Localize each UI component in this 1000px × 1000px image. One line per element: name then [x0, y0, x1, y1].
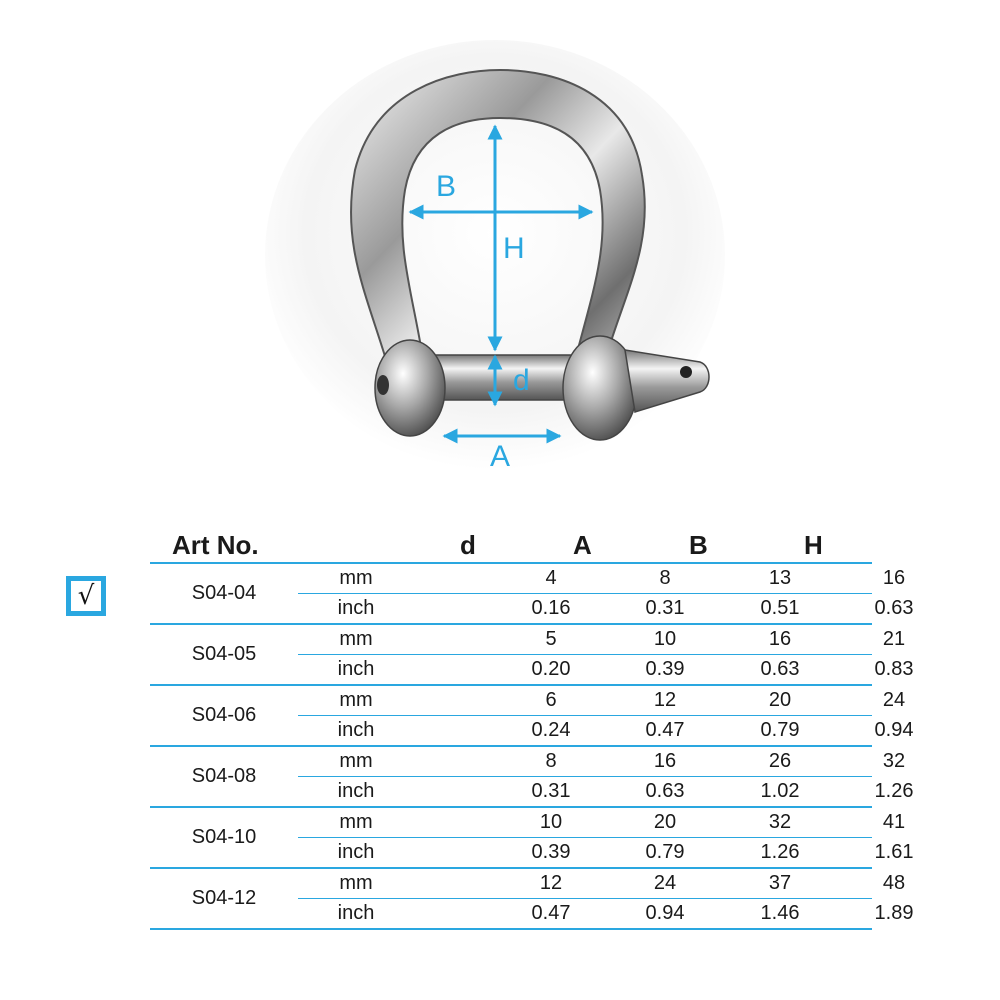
- value-d: 0.39: [531, 841, 571, 863]
- value-h: 1.89: [874, 902, 914, 924]
- dimension-b-label: B: [436, 170, 457, 203]
- value-a: 0.39: [645, 658, 685, 680]
- dimension-a-label: A: [490, 440, 511, 473]
- value-d: 0.31: [531, 780, 571, 802]
- dimension-h-label: H: [503, 232, 525, 265]
- value-h: 16: [882, 567, 906, 589]
- table-body: [150, 564, 914, 930]
- value-b: 1.02: [760, 780, 800, 802]
- unit-label: mm: [339, 689, 373, 711]
- value-a: 0.79: [645, 841, 685, 863]
- header-d: d: [460, 530, 476, 560]
- value-h: 0.83: [874, 658, 914, 680]
- header-h: H: [804, 530, 823, 560]
- unit-label: mm: [339, 567, 373, 589]
- value-b: 16: [768, 628, 792, 650]
- value-a: 0.31: [645, 597, 685, 619]
- table-row-group: [150, 869, 914, 930]
- value-a: 16: [653, 750, 677, 772]
- unit-label: mm: [339, 811, 373, 833]
- value-d: 0.47: [531, 902, 571, 924]
- value-a: 24: [653, 872, 677, 894]
- value-h: 32: [882, 750, 906, 772]
- value-h: 21: [882, 628, 906, 650]
- value-a: 20: [653, 811, 677, 833]
- table-row-mm: [298, 625, 906, 655]
- value-d: 0.20: [531, 658, 571, 680]
- art-number: S04-08: [191, 765, 257, 787]
- value-d: 12: [539, 872, 563, 894]
- table-row-mm: [298, 686, 906, 716]
- table-row-inch: [298, 594, 914, 623]
- value-b: 20: [768, 689, 792, 711]
- header-art-no: Art No.: [172, 530, 259, 560]
- table-row-group: [150, 625, 914, 686]
- art-number: S04-05: [191, 643, 257, 665]
- table-row-mm: [298, 808, 906, 838]
- value-b: 1.46: [760, 902, 800, 924]
- table-row-inch: [298, 716, 914, 745]
- value-d: 4: [545, 567, 557, 589]
- unit-label: inch: [337, 719, 375, 741]
- value-d: 0.16: [531, 597, 571, 619]
- table-row-mm: [298, 869, 906, 899]
- unit-label: inch: [337, 658, 375, 680]
- art-number: S04-10: [191, 826, 257, 848]
- value-d: 6: [545, 689, 557, 711]
- value-b: 0.79: [760, 719, 800, 741]
- art-number: S04-06: [191, 704, 257, 726]
- table-row-inch: [298, 899, 914, 928]
- bow-shackle-illustration: [0, 0, 1000, 480]
- table-row-mm: [298, 747, 906, 777]
- unit-label: inch: [337, 597, 375, 619]
- value-b: 13: [768, 567, 792, 589]
- header-b: B: [689, 530, 708, 560]
- value-b: 37: [768, 872, 792, 894]
- value-d: 8: [545, 750, 557, 772]
- value-d: 10: [539, 811, 563, 833]
- dimension-d-label: d: [513, 364, 530, 397]
- value-d: 0.24: [531, 719, 571, 741]
- unit-label: inch: [337, 902, 375, 924]
- value-h: 1.61: [874, 841, 914, 863]
- shackle-pin-head: [625, 350, 709, 412]
- value-a: 0.63: [645, 780, 685, 802]
- unit-label: inch: [337, 841, 375, 863]
- unit-label: mm: [339, 872, 373, 894]
- value-h: 1.26: [874, 780, 914, 802]
- header-a: A: [573, 530, 592, 560]
- table-row-group: [150, 564, 914, 625]
- art-number: S04-12: [191, 887, 257, 909]
- value-a: 8: [659, 567, 671, 589]
- value-b: 1.26: [760, 841, 800, 863]
- spec-table: [150, 528, 914, 930]
- value-b: 0.51: [760, 597, 800, 619]
- value-h: 0.63: [874, 597, 914, 619]
- table-row-inch: [298, 838, 914, 867]
- table-row-group: [150, 747, 914, 808]
- value-b: 26: [768, 750, 792, 772]
- table-row-group: [150, 686, 914, 747]
- value-h: 48: [882, 872, 906, 894]
- table-row-inch: [298, 777, 914, 806]
- unit-label: mm: [339, 750, 373, 772]
- table-header: [150, 528, 872, 562]
- check-badge: [66, 576, 106, 616]
- art-number: S04-04: [191, 582, 257, 604]
- value-b: 0.63: [760, 658, 800, 680]
- value-d: 5: [545, 628, 557, 650]
- value-a: 10: [653, 628, 677, 650]
- value-b: 32: [768, 811, 792, 833]
- table-row-group: [150, 808, 914, 869]
- value-a: 0.47: [645, 719, 685, 741]
- table-row-inch: [298, 655, 914, 684]
- unit-label: mm: [339, 628, 373, 650]
- value-h: 0.94: [874, 719, 914, 741]
- value-h: 41: [882, 811, 906, 833]
- table-row-mm: [298, 564, 906, 594]
- value-a: 0.94: [645, 902, 685, 924]
- unit-label: inch: [337, 780, 375, 802]
- value-h: 24: [882, 689, 906, 711]
- check-mark-icon: √: [71, 581, 101, 611]
- value-a: 12: [653, 689, 677, 711]
